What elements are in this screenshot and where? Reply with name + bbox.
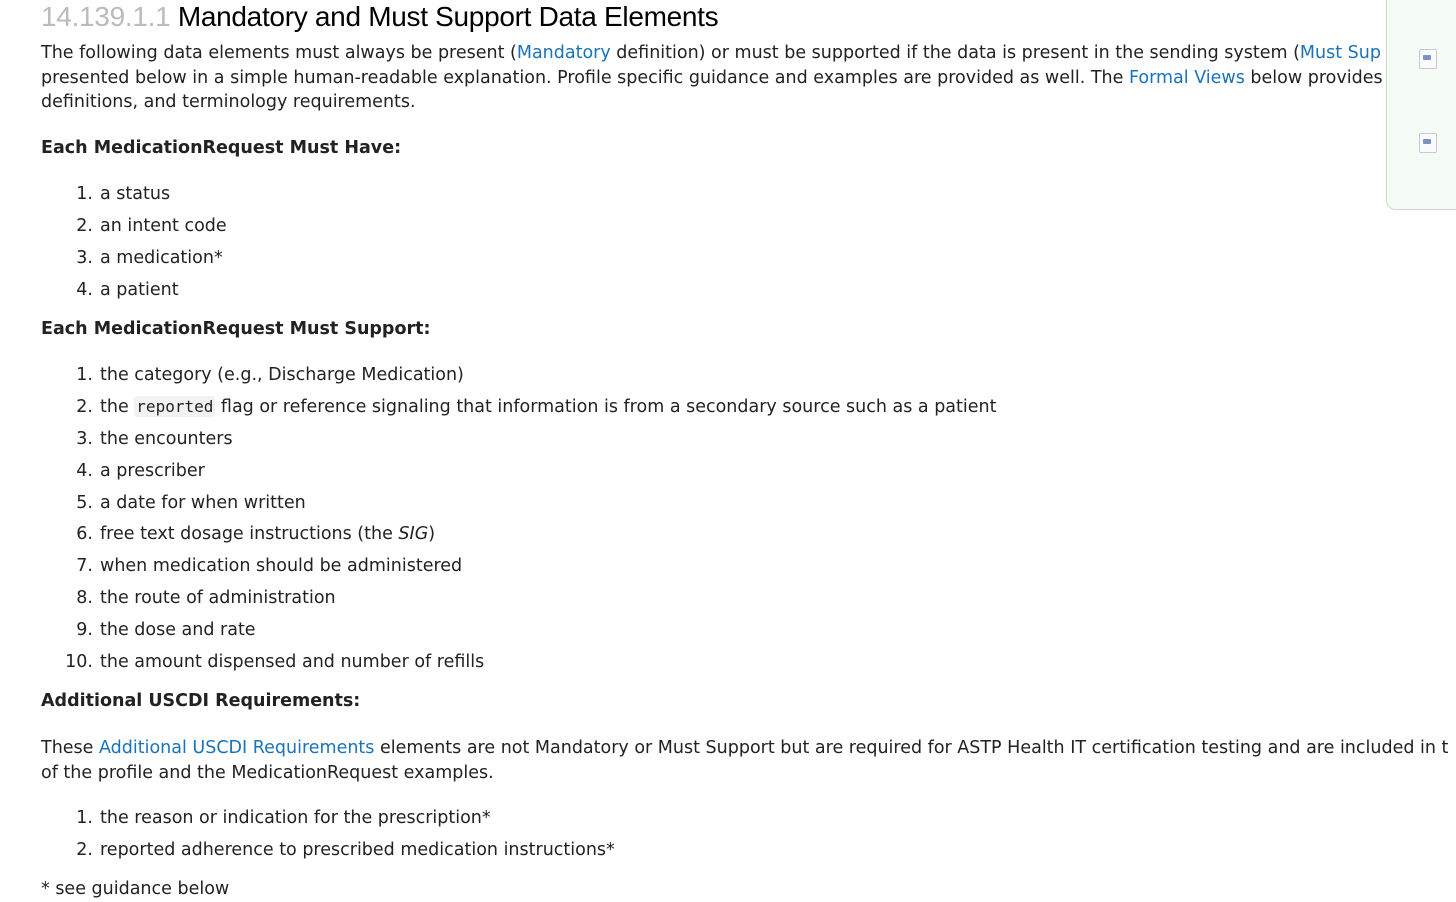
uscdi-heading: Additional USCDI Requirements: <box>41 691 361 711</box>
formal-views-link[interactable]: Formal Views <box>1128 67 1245 88</box>
intro-paragraph: The following data elements must always be present (Mandatory definition) or must be supported if the data is present in the sending system (Must Sup presented below in a simple human-readable explanation. Profile specific guidance and examples are provided as well. The Formal Views below provides definitions, and terminology requirements. <box>41 43 1383 112</box>
must-have-heading: Each MedicationRequest Must Have: <box>41 138 402 158</box>
document-icon[interactable] <box>1419 49 1437 69</box>
side-panel <box>1386 0 1456 210</box>
uscdi-requirements-link[interactable]: Additional USCDI Requirements <box>99 738 375 758</box>
footnote: * see guidance below <box>41 879 230 899</box>
page-title <box>41 0 718 34</box>
mandatory-link[interactable]: Mandatory <box>516 43 611 63</box>
must-support-heading: Each MedicationRequest Must Support: <box>41 319 431 339</box>
section-number: 14.139.1.1 <box>41 1 171 32</box>
must-support-link[interactable]: Must Sup <box>1299 43 1381 63</box>
uscdi-paragraph: These Additional USCDI Requirements elements are not Mandatory or Must Support but are required for ASTP Health IT certification testing and are included in t of the profile and the MedicationRequest examples. <box>41 738 1449 783</box>
section-title-text: Mandatory and Must Support Data Elements <box>177 1 719 32</box>
document-icon[interactable] <box>1419 133 1437 153</box>
reported-code: reported <box>136 396 214 416</box>
